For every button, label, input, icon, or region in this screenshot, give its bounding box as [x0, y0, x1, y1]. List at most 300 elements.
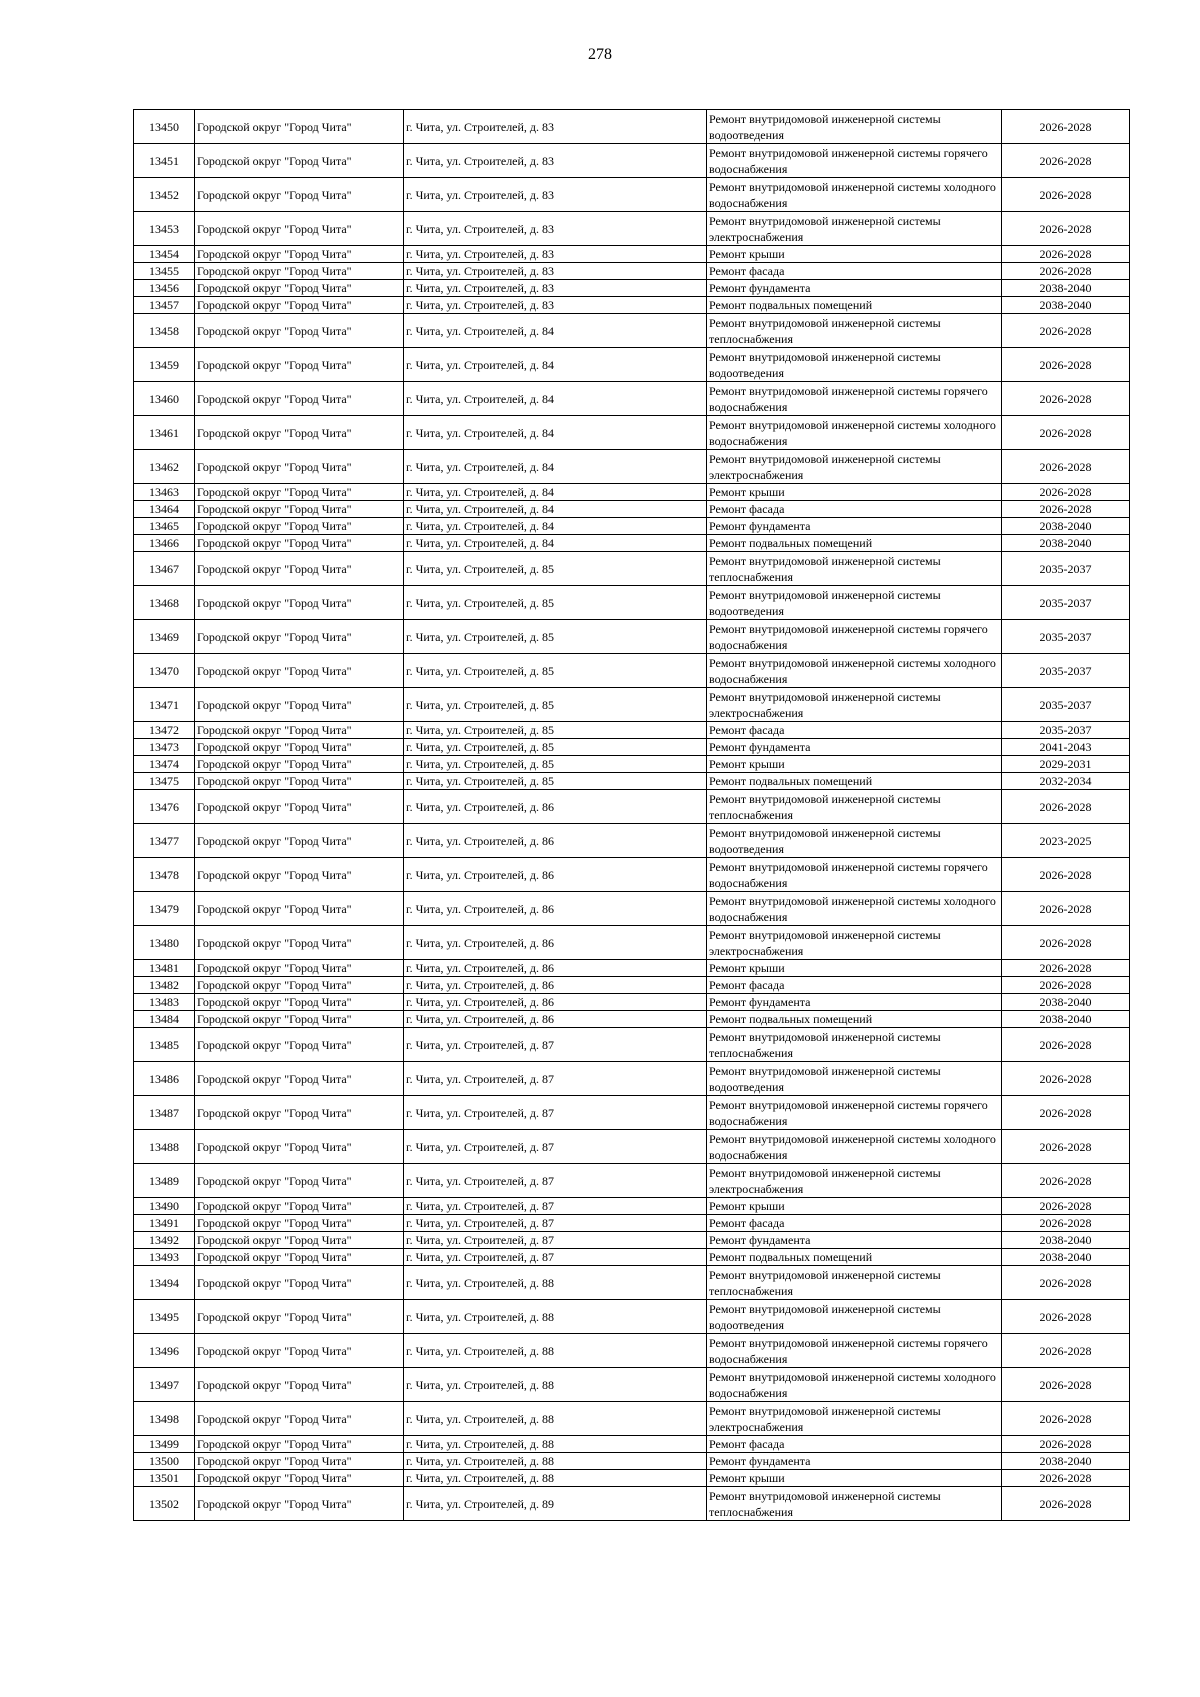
municipality-cell: Городской округ "Город Чита"	[195, 314, 404, 348]
municipality-cell: Городской округ "Город Чита"	[195, 586, 404, 620]
municipality-cell: Городской округ "Город Чита"	[195, 1470, 404, 1487]
address-cell: г. Чита, ул. Строителей, д. 87	[404, 1164, 707, 1198]
municipality-cell: Городской округ "Город Чита"	[195, 1130, 404, 1164]
repair-schedule-table	[133, 109, 1130, 1521]
row-number-cell: 13450	[134, 110, 195, 144]
municipality-cell: Городской округ "Город Чита"	[195, 348, 404, 382]
period-cell: 2026-2028	[1002, 1436, 1130, 1453]
address-cell: г. Чита, ул. Строителей, д. 87	[404, 1062, 707, 1096]
table-row	[134, 1436, 1130, 1453]
address-cell: г. Чита, ул. Строителей, д. 83	[404, 263, 707, 280]
address-cell: г. Чита, ул. Строителей, д. 87	[404, 1096, 707, 1130]
address-cell: г. Чита, ул. Строителей, д. 88	[404, 1470, 707, 1487]
municipality-cell: Городской округ "Город Чита"	[195, 1215, 404, 1232]
table-row	[134, 1215, 1130, 1232]
table-row	[134, 892, 1130, 926]
period-cell: 2026-2028	[1002, 1300, 1130, 1334]
table-row	[134, 1266, 1130, 1300]
row-number-cell: 13486	[134, 1062, 195, 1096]
row-number-cell: 13457	[134, 297, 195, 314]
period-cell: 2026-2028	[1002, 790, 1130, 824]
table-row	[134, 280, 1130, 297]
row-number-cell: 13462	[134, 450, 195, 484]
period-cell: 2026-2028	[1002, 1062, 1130, 1096]
address-cell: г. Чита, ул. Строителей, д. 87	[404, 1232, 707, 1249]
address-cell: г. Чита, ул. Строителей, д. 86	[404, 960, 707, 977]
address-cell: г. Чита, ул. Строителей, д. 83	[404, 144, 707, 178]
municipality-cell: Городской округ "Город Чита"	[195, 1096, 404, 1130]
work-type-cell: Ремонт внутридомовой инженерной системы горячего водоснабжения	[707, 144, 1002, 178]
row-number-cell: 13459	[134, 348, 195, 382]
work-type-cell: Ремонт внутридомовой инженерной системы электроснабжения	[707, 1164, 1002, 1198]
work-type-cell: Ремонт крыши	[707, 756, 1002, 773]
table-row	[134, 977, 1130, 994]
period-cell: 2035-2037	[1002, 586, 1130, 620]
municipality-cell: Городской округ "Город Чита"	[195, 1062, 404, 1096]
table-row	[134, 263, 1130, 280]
address-cell: г. Чита, ул. Строителей, д. 84	[404, 382, 707, 416]
municipality-cell: Городской округ "Город Чита"	[195, 892, 404, 926]
address-cell: г. Чита, ул. Строителей, д. 86	[404, 1011, 707, 1028]
row-number-cell: 13466	[134, 535, 195, 552]
municipality-cell: Городской округ "Город Чита"	[195, 1198, 404, 1215]
work-type-cell: Ремонт фасада	[707, 501, 1002, 518]
municipality-cell: Городской округ "Город Чита"	[195, 1249, 404, 1266]
period-cell: 2026-2028	[1002, 892, 1130, 926]
address-cell: г. Чита, ул. Строителей, д. 85	[404, 688, 707, 722]
work-type-cell: Ремонт подвальных помещений	[707, 1249, 1002, 1266]
row-number-cell: 13458	[134, 314, 195, 348]
municipality-cell: Городской округ "Город Чита"	[195, 416, 404, 450]
row-number-cell: 13467	[134, 552, 195, 586]
period-cell: 2026-2028	[1002, 1198, 1130, 1215]
address-cell: г. Чита, ул. Строителей, д. 84	[404, 501, 707, 518]
table-row	[134, 552, 1130, 586]
address-cell: г. Чита, ул. Строителей, д. 83	[404, 178, 707, 212]
period-cell: 2026-2028	[1002, 484, 1130, 501]
period-cell: 2026-2028	[1002, 178, 1130, 212]
period-cell: 2026-2028	[1002, 450, 1130, 484]
row-number-cell: 13479	[134, 892, 195, 926]
row-number-cell: 13480	[134, 926, 195, 960]
table-row	[134, 246, 1130, 263]
work-type-cell: Ремонт внутридомовой инженерной системы теплоснабжения	[707, 314, 1002, 348]
work-type-cell: Ремонт подвальных помещений	[707, 773, 1002, 790]
municipality-cell: Городской округ "Город Чита"	[195, 382, 404, 416]
address-cell: г. Чита, ул. Строителей, д. 86	[404, 858, 707, 892]
row-number-cell: 13497	[134, 1368, 195, 1402]
period-cell: 2041-2043	[1002, 739, 1130, 756]
period-cell: 2026-2028	[1002, 1164, 1130, 1198]
row-number-cell: 13468	[134, 586, 195, 620]
work-type-cell: Ремонт внутридомовой инженерной системы холодного водоснабжения	[707, 416, 1002, 450]
row-number-cell: 13473	[134, 739, 195, 756]
table-row	[134, 739, 1130, 756]
municipality-cell: Городской округ "Город Чита"	[195, 756, 404, 773]
address-cell: г. Чита, ул. Строителей, д. 84	[404, 518, 707, 535]
period-cell: 2026-2028	[1002, 246, 1130, 263]
work-type-cell: Ремонт подвальных помещений	[707, 297, 1002, 314]
row-number-cell: 13464	[134, 501, 195, 518]
address-cell: г. Чита, ул. Строителей, д. 88	[404, 1402, 707, 1436]
work-type-cell: Ремонт внутридомовой инженерной системы теплоснабжения	[707, 1028, 1002, 1062]
work-type-cell: Ремонт фундамента	[707, 280, 1002, 297]
work-type-cell: Ремонт внутридомовой инженерной системы горячего водоснабжения	[707, 620, 1002, 654]
row-number-cell: 13501	[134, 1470, 195, 1487]
period-cell: 2038-2040	[1002, 535, 1130, 552]
row-number-cell: 13499	[134, 1436, 195, 1453]
period-cell: 2026-2028	[1002, 1266, 1130, 1300]
table-row	[134, 382, 1130, 416]
table-row	[134, 1096, 1130, 1130]
period-cell: 2029-2031	[1002, 756, 1130, 773]
period-cell: 2026-2028	[1002, 110, 1130, 144]
municipality-cell: Городской округ "Город Чита"	[195, 110, 404, 144]
period-cell: 2026-2028	[1002, 314, 1130, 348]
work-type-cell: Ремонт фундамента	[707, 518, 1002, 535]
municipality-cell: Городской округ "Город Чита"	[195, 178, 404, 212]
row-number-cell: 13453	[134, 212, 195, 246]
table-row	[134, 1028, 1130, 1062]
work-type-cell: Ремонт внутридомовой инженерной системы электроснабжения	[707, 450, 1002, 484]
municipality-cell: Городской округ "Город Чита"	[195, 773, 404, 790]
table-row	[134, 1198, 1130, 1215]
address-cell: г. Чита, ул. Строителей, д. 84	[404, 450, 707, 484]
municipality-cell: Городской округ "Город Чита"	[195, 297, 404, 314]
municipality-cell: Городской округ "Город Чита"	[195, 1266, 404, 1300]
address-cell: г. Чита, ул. Строителей, д. 85	[404, 756, 707, 773]
work-type-cell: Ремонт внутридомовой инженерной системы водоотведения	[707, 1300, 1002, 1334]
address-cell: г. Чита, ул. Строителей, д. 88	[404, 1300, 707, 1334]
table-row	[134, 1487, 1130, 1521]
municipality-cell: Городской округ "Город Чита"	[195, 858, 404, 892]
address-cell: г. Чита, ул. Строителей, д. 88	[404, 1334, 707, 1368]
table-row	[134, 654, 1130, 688]
address-cell: г. Чита, ул. Строителей, д. 83	[404, 280, 707, 297]
municipality-cell: Городской округ "Город Чита"	[195, 1453, 404, 1470]
work-type-cell: Ремонт внутридомовой инженерной системы водоотведения	[707, 110, 1002, 144]
period-cell: 2023-2025	[1002, 824, 1130, 858]
table-row	[134, 620, 1130, 654]
work-type-cell: Ремонт внутридомовой инженерной системы электроснабжения	[707, 688, 1002, 722]
address-cell: г. Чита, ул. Строителей, д. 83	[404, 212, 707, 246]
municipality-cell: Городской округ "Город Чита"	[195, 450, 404, 484]
row-number-cell: 13472	[134, 722, 195, 739]
row-number-cell: 13496	[134, 1334, 195, 1368]
table-row	[134, 586, 1130, 620]
row-number-cell: 13500	[134, 1453, 195, 1470]
address-cell: г. Чита, ул. Строителей, д. 84	[404, 484, 707, 501]
address-cell: г. Чита, ул. Строителей, д. 84	[404, 348, 707, 382]
work-type-cell: Ремонт крыши	[707, 1198, 1002, 1215]
table-row	[134, 484, 1130, 501]
period-cell: 2035-2037	[1002, 552, 1130, 586]
municipality-cell: Городской округ "Город Чита"	[195, 263, 404, 280]
work-type-cell: Ремонт внутридомовой инженерной системы горячего водоснабжения	[707, 382, 1002, 416]
address-cell: г. Чита, ул. Строителей, д. 85	[404, 773, 707, 790]
period-cell: 2035-2037	[1002, 722, 1130, 739]
address-cell: г. Чита, ул. Строителей, д. 88	[404, 1453, 707, 1470]
table-row	[134, 1062, 1130, 1096]
address-cell: г. Чита, ул. Строителей, д. 86	[404, 790, 707, 824]
row-number-cell: 13489	[134, 1164, 195, 1198]
municipality-cell: Городской округ "Город Чита"	[195, 977, 404, 994]
period-cell: 2026-2028	[1002, 960, 1130, 977]
work-type-cell: Ремонт внутридомовой инженерной системы теплоснабжения	[707, 1487, 1002, 1521]
work-type-cell: Ремонт фасада	[707, 977, 1002, 994]
address-cell: г. Чита, ул. Строителей, д. 84	[404, 416, 707, 450]
municipality-cell: Городской округ "Город Чита"	[195, 960, 404, 977]
address-cell: г. Чита, ул. Строителей, д. 87	[404, 1130, 707, 1164]
address-cell: г. Чита, ул. Строителей, д. 85	[404, 586, 707, 620]
address-cell: г. Чита, ул. Строителей, д. 85	[404, 552, 707, 586]
municipality-cell: Городской округ "Город Чита"	[195, 280, 404, 297]
municipality-cell: Городской округ "Город Чита"	[195, 144, 404, 178]
row-number-cell: 13498	[134, 1402, 195, 1436]
address-cell: г. Чита, ул. Строителей, д. 86	[404, 824, 707, 858]
table-row	[134, 960, 1130, 977]
work-type-cell: Ремонт подвальных помещений	[707, 1011, 1002, 1028]
period-cell: 2026-2028	[1002, 144, 1130, 178]
row-number-cell: 13460	[134, 382, 195, 416]
period-cell: 2038-2040	[1002, 297, 1130, 314]
municipality-cell: Городской округ "Город Чита"	[195, 535, 404, 552]
work-type-cell: Ремонт подвальных помещений	[707, 535, 1002, 552]
work-type-cell: Ремонт фасада	[707, 722, 1002, 739]
period-cell: 2026-2028	[1002, 416, 1130, 450]
table-row	[134, 144, 1130, 178]
period-cell: 2026-2028	[1002, 858, 1130, 892]
row-number-cell: 13465	[134, 518, 195, 535]
period-cell: 2038-2040	[1002, 1232, 1130, 1249]
period-cell: 2026-2028	[1002, 263, 1130, 280]
work-type-cell: Ремонт внутридомовой инженерной системы холодного водоснабжения	[707, 1130, 1002, 1164]
table-row	[134, 773, 1130, 790]
address-cell: г. Чита, ул. Строителей, д. 87	[404, 1198, 707, 1215]
row-number-cell: 13469	[134, 620, 195, 654]
work-type-cell: Ремонт внутридомовой инженерной системы холодного водоснабжения	[707, 654, 1002, 688]
table-row	[134, 535, 1130, 552]
row-number-cell: 13487	[134, 1096, 195, 1130]
table-row	[134, 501, 1130, 518]
table-row	[134, 858, 1130, 892]
table-row	[134, 416, 1130, 450]
work-type-cell: Ремонт внутридомовой инженерной системы электроснабжения	[707, 926, 1002, 960]
period-cell: 2026-2028	[1002, 1215, 1130, 1232]
row-number-cell: 13454	[134, 246, 195, 263]
table-row	[134, 1232, 1130, 1249]
work-type-cell: Ремонт фасада	[707, 1436, 1002, 1453]
address-cell: г. Чита, ул. Строителей, д. 86	[404, 892, 707, 926]
row-number-cell: 13491	[134, 1215, 195, 1232]
work-type-cell: Ремонт крыши	[707, 484, 1002, 501]
address-cell: г. Чита, ул. Строителей, д. 83	[404, 246, 707, 263]
table-row	[134, 110, 1130, 144]
table-row	[134, 297, 1130, 314]
municipality-cell: Городской округ "Город Чита"	[195, 722, 404, 739]
row-number-cell: 13481	[134, 960, 195, 977]
row-number-cell: 13463	[134, 484, 195, 501]
period-cell: 2038-2040	[1002, 518, 1130, 535]
work-type-cell: Ремонт фасада	[707, 263, 1002, 280]
address-cell: г. Чита, ул. Строителей, д. 83	[404, 297, 707, 314]
period-cell: 2026-2028	[1002, 382, 1130, 416]
table-row	[134, 994, 1130, 1011]
work-type-cell: Ремонт внутридомовой инженерной системы теплоснабжения	[707, 1266, 1002, 1300]
municipality-cell: Городской округ "Город Чита"	[195, 824, 404, 858]
period-cell: 2038-2040	[1002, 1453, 1130, 1470]
work-type-cell: Ремонт внутридомовой инженерной системы горячего водоснабжения	[707, 1096, 1002, 1130]
work-type-cell: Ремонт крыши	[707, 960, 1002, 977]
work-type-cell: Ремонт внутридомовой инженерной системы холодного водоснабжения	[707, 178, 1002, 212]
period-cell: 2026-2028	[1002, 212, 1130, 246]
work-type-cell: Ремонт внутридомовой инженерной системы водоотведения	[707, 824, 1002, 858]
period-cell: 2026-2028	[1002, 977, 1130, 994]
period-cell: 2026-2028	[1002, 1096, 1130, 1130]
work-type-cell: Ремонт внутридомовой инженерной системы холодного водоснабжения	[707, 892, 1002, 926]
row-number-cell: 13478	[134, 858, 195, 892]
table-row	[134, 1453, 1130, 1470]
work-type-cell: Ремонт внутридомовой инженерной системы электроснабжения	[707, 1402, 1002, 1436]
table-row	[134, 1130, 1130, 1164]
row-number-cell: 13494	[134, 1266, 195, 1300]
period-cell: 2026-2028	[1002, 348, 1130, 382]
work-type-cell: Ремонт фундамента	[707, 994, 1002, 1011]
row-number-cell: 13488	[134, 1130, 195, 1164]
row-number-cell: 13485	[134, 1028, 195, 1062]
work-type-cell: Ремонт крыши	[707, 1470, 1002, 1487]
period-cell: 2026-2028	[1002, 501, 1130, 518]
municipality-cell: Городской округ "Город Чита"	[195, 552, 404, 586]
municipality-cell: Городской округ "Город Чита"	[195, 1164, 404, 1198]
work-type-cell: Ремонт внутридомовой инженерной системы теплоснабжения	[707, 552, 1002, 586]
row-number-cell: 13474	[134, 756, 195, 773]
work-type-cell: Ремонт фундамента	[707, 1232, 1002, 1249]
period-cell: 2026-2028	[1002, 1470, 1130, 1487]
address-cell: г. Чита, ул. Строителей, д. 86	[404, 994, 707, 1011]
period-cell: 2026-2028	[1002, 1402, 1130, 1436]
municipality-cell: Городской округ "Город Чита"	[195, 739, 404, 756]
row-number-cell: 13495	[134, 1300, 195, 1334]
address-cell: г. Чита, ул. Строителей, д. 89	[404, 1487, 707, 1521]
municipality-cell: Городской округ "Город Чита"	[195, 1028, 404, 1062]
row-number-cell: 13502	[134, 1487, 195, 1521]
period-cell: 2026-2028	[1002, 1028, 1130, 1062]
address-cell: г. Чита, ул. Строителей, д. 85	[404, 654, 707, 688]
municipality-cell: Городской округ "Город Чита"	[195, 518, 404, 535]
municipality-cell: Городской округ "Город Чита"	[195, 688, 404, 722]
table-row	[134, 450, 1130, 484]
municipality-cell: Городской округ "Город Чита"	[195, 1368, 404, 1402]
address-cell: г. Чита, ул. Строителей, д. 87	[404, 1215, 707, 1232]
work-type-cell: Ремонт внутридомовой инженерной системы водоотведения	[707, 348, 1002, 382]
address-cell: г. Чита, ул. Строителей, д. 85	[404, 620, 707, 654]
period-cell: 2038-2040	[1002, 994, 1130, 1011]
work-type-cell: Ремонт внутридомовой инженерной системы водоотведения	[707, 586, 1002, 620]
work-type-cell: Ремонт внутридомовой инженерной системы теплоснабжения	[707, 790, 1002, 824]
municipality-cell: Городской округ "Город Чита"	[195, 1487, 404, 1521]
row-number-cell: 13492	[134, 1232, 195, 1249]
row-number-cell: 13455	[134, 263, 195, 280]
municipality-cell: Городской округ "Город Чита"	[195, 501, 404, 518]
table-row	[134, 790, 1130, 824]
work-type-cell: Ремонт фундамента	[707, 739, 1002, 756]
table-row	[134, 926, 1130, 960]
address-cell: г. Чита, ул. Строителей, д. 86	[404, 926, 707, 960]
table-row	[134, 688, 1130, 722]
row-number-cell: 13470	[134, 654, 195, 688]
work-type-cell: Ремонт фундамента	[707, 1453, 1002, 1470]
table-row	[134, 314, 1130, 348]
municipality-cell: Городской округ "Город Чита"	[195, 1436, 404, 1453]
row-number-cell: 13456	[134, 280, 195, 297]
work-type-cell: Ремонт внутридомовой инженерной системы горячего водоснабжения	[707, 858, 1002, 892]
address-cell: г. Чита, ул. Строителей, д. 85	[404, 739, 707, 756]
address-cell: г. Чита, ул. Строителей, д. 87	[404, 1028, 707, 1062]
row-number-cell: 13476	[134, 790, 195, 824]
table-row	[134, 722, 1130, 739]
address-cell: г. Чита, ул. Строителей, д. 86	[404, 977, 707, 994]
table-row	[134, 1368, 1130, 1402]
municipality-cell: Городской округ "Город Чита"	[195, 246, 404, 263]
table-row	[134, 824, 1130, 858]
page-number: 278	[588, 46, 612, 63]
municipality-cell: Городской округ "Город Чита"	[195, 994, 404, 1011]
municipality-cell: Городской округ "Город Чита"	[195, 1402, 404, 1436]
work-type-cell: Ремонт внутридомовой инженерной системы электроснабжения	[707, 212, 1002, 246]
row-number-cell: 13471	[134, 688, 195, 722]
period-cell: 2026-2028	[1002, 1368, 1130, 1402]
period-cell: 2038-2040	[1002, 1011, 1130, 1028]
address-cell: г. Чита, ул. Строителей, д. 88	[404, 1436, 707, 1453]
municipality-cell: Городской округ "Город Чита"	[195, 484, 404, 501]
municipality-cell: Городской округ "Город Чита"	[195, 1334, 404, 1368]
period-cell: 2035-2037	[1002, 620, 1130, 654]
address-cell: г. Чита, ул. Строителей, д. 85	[404, 722, 707, 739]
period-cell: 2038-2040	[1002, 1249, 1130, 1266]
period-cell: 2026-2028	[1002, 926, 1130, 960]
row-number-cell: 13477	[134, 824, 195, 858]
municipality-cell: Городской округ "Город Чита"	[195, 212, 404, 246]
municipality-cell: Городской округ "Город Чита"	[195, 1011, 404, 1028]
row-number-cell: 13461	[134, 416, 195, 450]
address-cell: г. Чита, ул. Строителей, д. 88	[404, 1266, 707, 1300]
municipality-cell: Городской округ "Город Чита"	[195, 1300, 404, 1334]
address-cell: г. Чита, ул. Строителей, д. 87	[404, 1249, 707, 1266]
municipality-cell: Городской округ "Город Чита"	[195, 926, 404, 960]
table-body	[134, 110, 1130, 1521]
table-row	[134, 1249, 1130, 1266]
row-number-cell: 13490	[134, 1198, 195, 1215]
table-row	[134, 1402, 1130, 1436]
row-number-cell: 13483	[134, 994, 195, 1011]
row-number-cell: 13452	[134, 178, 195, 212]
table-row	[134, 756, 1130, 773]
municipality-cell: Городской округ "Город Чита"	[195, 654, 404, 688]
work-type-cell: Ремонт внутридомовой инженерной системы горячего водоснабжения	[707, 1334, 1002, 1368]
table-row	[134, 212, 1130, 246]
row-number-cell: 13475	[134, 773, 195, 790]
period-cell: 2032-2034	[1002, 773, 1130, 790]
municipality-cell: Городской округ "Город Чита"	[195, 1232, 404, 1249]
table-row	[134, 1470, 1130, 1487]
period-cell: 2035-2037	[1002, 654, 1130, 688]
table-row	[134, 1300, 1130, 1334]
period-cell: 2026-2028	[1002, 1130, 1130, 1164]
municipality-cell: Городской округ "Город Чита"	[195, 790, 404, 824]
address-cell: г. Чита, ул. Строителей, д. 88	[404, 1368, 707, 1402]
address-cell: г. Чита, ул. Строителей, д. 84	[404, 535, 707, 552]
